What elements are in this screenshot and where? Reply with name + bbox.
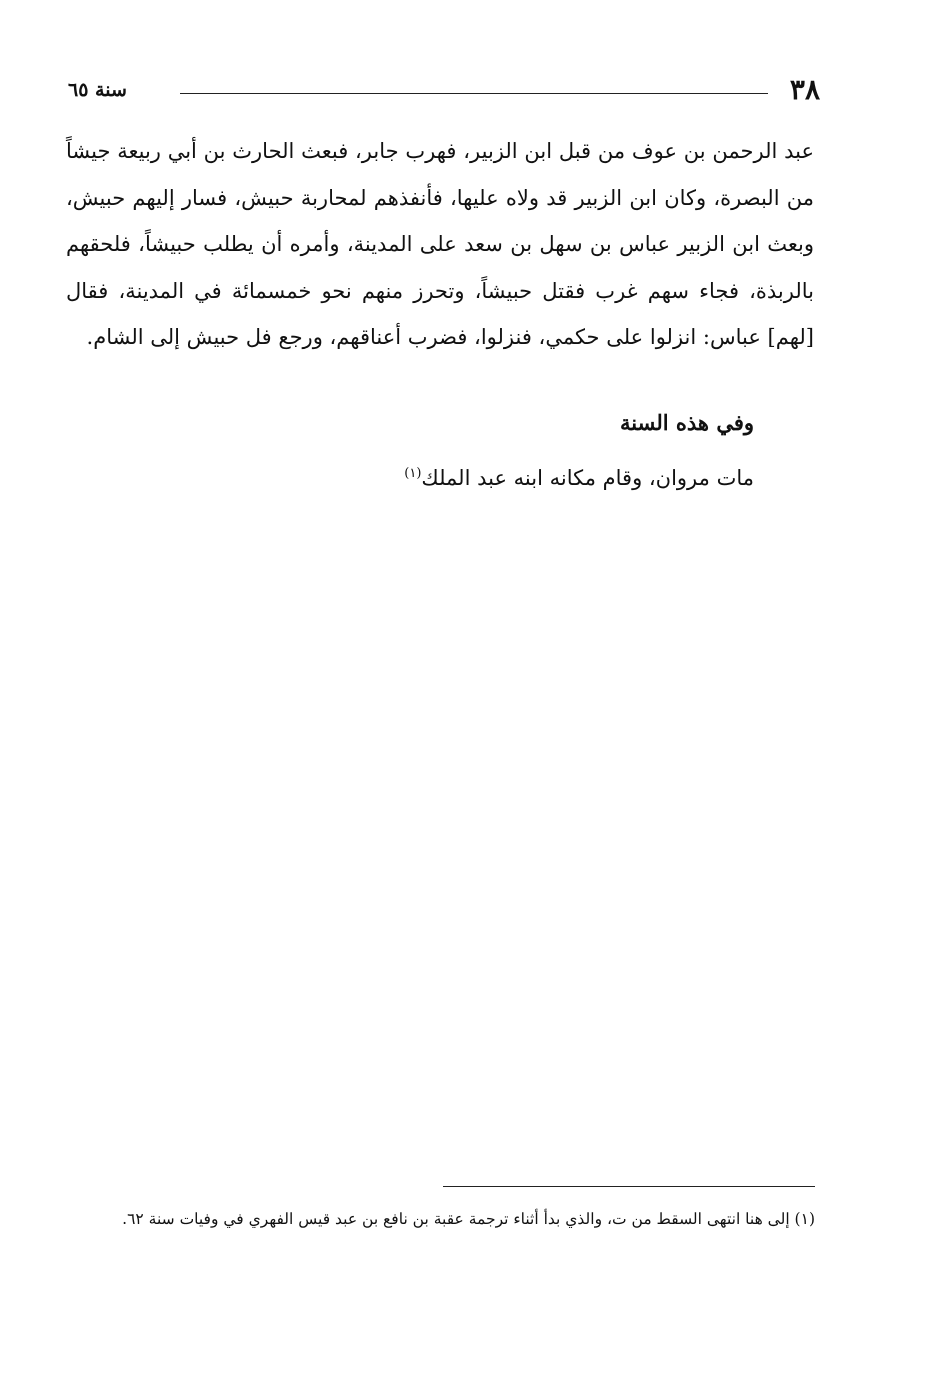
- page-number: ٣٨: [789, 73, 820, 106]
- running-header: [68, 74, 820, 106]
- footnote-separator-rule: [443, 1186, 815, 1187]
- event-line: [404, 455, 754, 501]
- header-rule: [180, 93, 768, 94]
- body-text: [66, 128, 814, 361]
- footnote-1: (١) إلى هنا انتهى السقط من ت، والذي بدأ أثناء ترجمة عقبة بن نافع بن عبد قيس الفهري في وفيات سنة ٦٢.: [122, 1210, 815, 1228]
- footnote-reference-marker[interactable]: (١): [404, 466, 422, 481]
- footnote-area: [67, 1203, 815, 1235]
- event-text: مات مروان، وقام مكانه ابنه عبد الملك: [421, 466, 754, 490]
- header-year-label: سنة ٦٥: [68, 79, 127, 101]
- body-paragraph: عبد الرحمن بن عوف من قبل ابن الزبير، فهرب جابر، فبعث الحارث بن أبي ربيعة جيشاً من البصرة، وكان ابن الزبير قد ولاه عليها، فأنفذهم لمحاربة حبيش، فسار إليهم حبيش، وبعث ابن الزبير عباس بن سهل بن سعد على المدينة، وأمره أن يطلب حبيشاً، فلحقهم بالربذة، فجاء سهم غرب فقتل حبيشاً، وتحرز منهم نحو خمسمائة في المدينة، فقال [لهم] عباس: انزلوا على حكمي، فنزلوا، فضرب أعناقهم، ورجع فل حبيش إلى الشام.: [66, 139, 814, 349]
- section-heading: وفي هذه السنة: [620, 410, 754, 435]
